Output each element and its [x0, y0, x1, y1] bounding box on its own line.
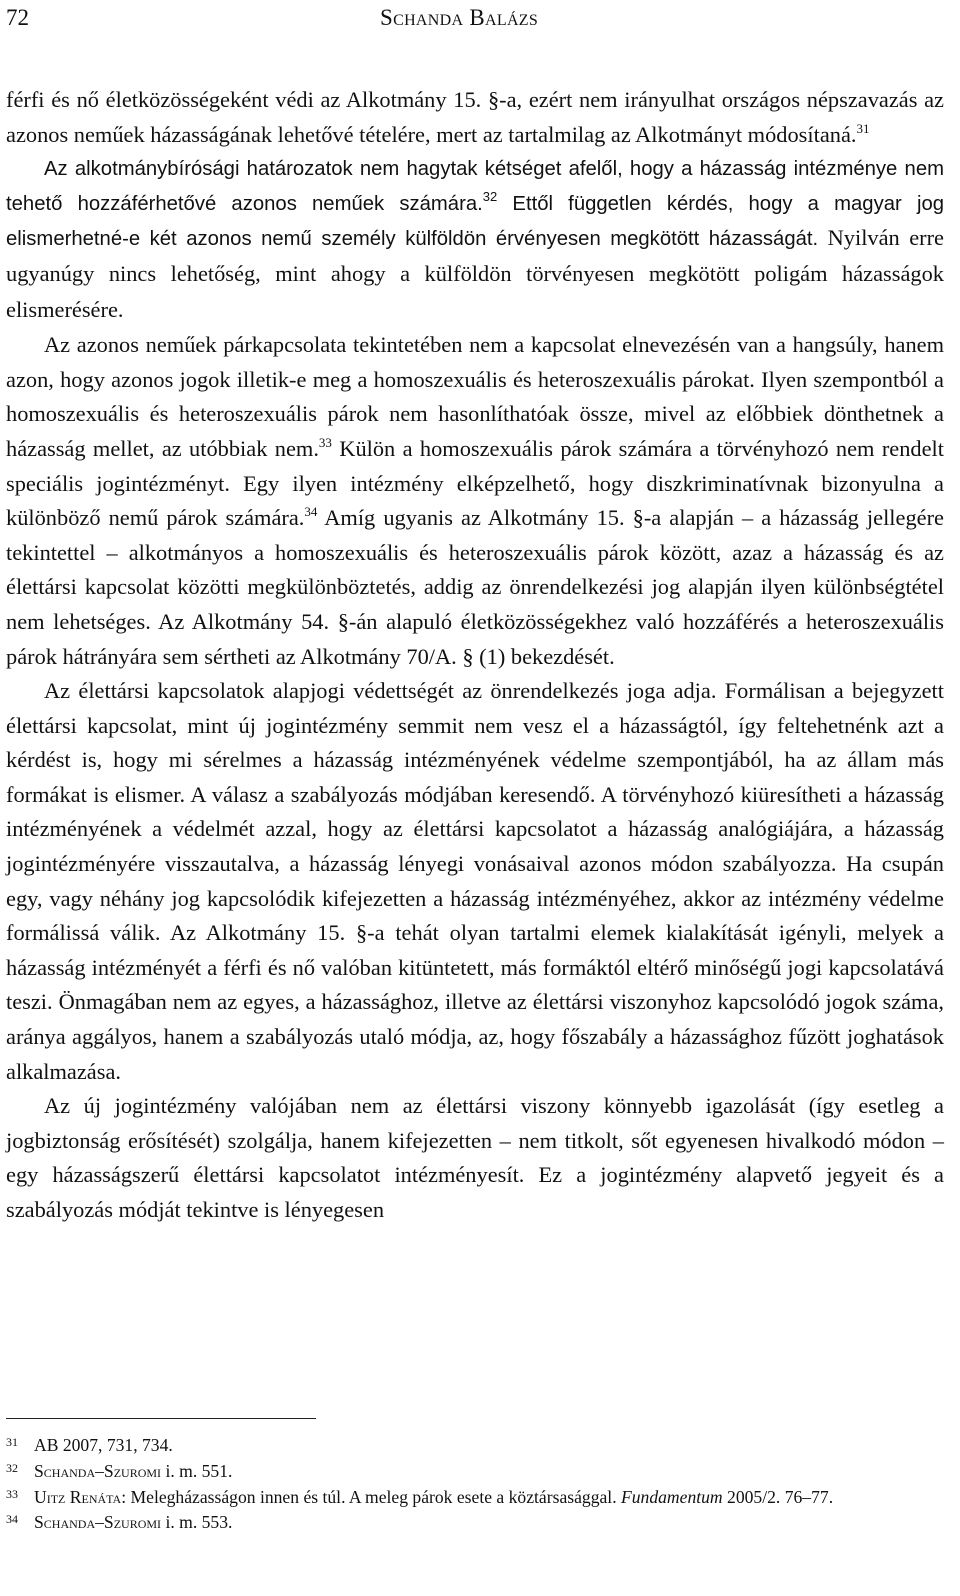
paragraph-2-text-b: Ettől független kérdés, hogy a magyar jog elismerhetné-e két azonos nemű személy külföldön érvényesen megkötött házasságát. — [6, 192, 945, 251]
paragraph-2-text-c: Nyilván erre ugyanúgy nincs lehetőség, mint ahogy a külföldön törvényesen megkötött poligám házasságok elismerésére. — [6, 225, 944, 322]
footnote-32 — [6, 1459, 944, 1485]
footnote-text: i. m. 553. — [161, 1512, 233, 1533]
footnote-34 — [6, 1510, 944, 1536]
paragraph-5 — [6, 1089, 944, 1227]
body-text — [6, 83, 944, 1228]
page-number: 72 — [6, 5, 29, 30]
footnote-ref-34[interactable]: 34 — [304, 504, 318, 520]
footnote-31 — [6, 1433, 944, 1459]
footnote-text: AB 2007, 731, 734. — [34, 1435, 173, 1455]
paragraph-3-text-a: Az azonos neműek párkapcsolata tekintetében nem a kapcsolat elnevezésén van a hangsúly, hanem azon, hogy azonos jogok illetik-e meg a homoszexuális és heteroszexuális párokat. Ilyen szempontból a homoszexuális és heteroszexuális párok nem hasonlíthatóak össze, mivel az előbbiek dönthetnek a házasság mellet, az utóbbiak nem. — [6, 332, 944, 461]
footnotes — [6, 1433, 944, 1536]
paragraph-4-text: Az élettársi kapcsolatok alapjogi védettségét az önrendelkezés joga adja. Formálisan a bejegyzett élettársi kapcsolat, mint új jogintézmény semmit nem vesz el a házasságtól, így feltehetnénk azt a kérdést is, hogy mi sérelmes a házasság intézményének védelme szempontjából, ha az állam más formákat is elismer. A válasz a szabályozás módjában keresendő. A törvényhozó kiüresítheti a házasság intézményének a védelmét azzal, hogy az élettársi kapcsolatot a házasság analógiájára, a házasság jogintézményére visszautalva, a házasság lényegi vonásaival azonos módon szabályozza. Ha csupán egy, vagy néhány jog kapcsolódik kifejezetten a házasság intézményéhez, akkor az intézmény védelme formálissá válik. Az Alkotmány 15. §-a tehát olyan tartalmi elemek kialakítását igényli, melyek a házasság intézményét a férfi és nő valóban kitüntetett, más formáktól eltérő minőségű jogi kapcsolatává teszi. Önmagában nem az egyes, a házassághoz, illetve az élettársi viszonyhoz kapcsolódó jogok száma, aránya aggályos, hanem a szabályozás utaló módja, az, hogy főszabály a házassághoz fűzött joghatások alkalmazása. — [6, 678, 944, 1084]
paragraph-3 — [6, 328, 944, 674]
running-head: Schanda Balázs — [380, 5, 539, 30]
footnote-number: 31 — [6, 1435, 18, 1449]
paragraph-2 — [6, 152, 944, 328]
footnote-ref-32[interactable]: 32 — [482, 188, 498, 204]
footnote-ref-31[interactable]: 31 — [856, 120, 870, 136]
page-header — [6, 2, 950, 34]
footnote-text-after: 2005/2. 76–77. — [722, 1486, 834, 1507]
footnote-author: Uitz Renáta — [34, 1486, 122, 1507]
footnote-ref-33[interactable]: 33 — [318, 434, 332, 450]
paragraph-5-text: Az új jogintézmény valójában nem az élettársi viszony könnyebb igazolását (így esetleg a jogbiztonság erősítését) szolgálja, hanem kifejezetten – nem titkolt, sőt egyenesen hivalkodó módon – egy házasságszerű élettársi kapcsolatot intézményesít. Ez a jogintézmény alapvető jegyeit és a szabályozás módját tekintve is lényegesen — [6, 1093, 944, 1222]
footnote-divider — [6, 1418, 316, 1419]
footnote-number: 33 — [6, 1486, 18, 1501]
paragraph-1-text: férfi és nő életközösségeként védi az Alkotmány 15. §-a, ezért nem irányulhat országos népszavazás az azonos neműek házasságának lehetővé tételére, mert az tartalmilag az Alkotmányt módosítaná. — [6, 87, 944, 147]
paragraph-2-text-a: Az alkotmánybírósági határozatok nem hagytak kétséget afelől, hogy a házasság intézménye nem tehető hozzáférhetővé azonos neműek számára. — [6, 158, 944, 215]
footnote-author: Schanda–Szuromi — [34, 1512, 162, 1533]
footnote-text: i. m. 551. — [161, 1460, 233, 1481]
footnote-33 — [6, 1485, 944, 1511]
paragraph-3-text-c: Amíg ugyanis az Alkotmány 15. §-a alapján – a házasság jellegére tekintettel – alkotmányos a homoszexuális és heteroszexuális párok között, azaz a házasság és az élettársi kapcsolat közötti megkülönböztetés, addig az önrendelkezési jog alapján ilyen különbségtétel nem lehetséges. Az Alkotmány 54. §-án alapuló életközösségekhez való hozzáférés a heteroszexuális párok hátrányára sem sértheti az Alkotmány 70/A. § (1) bekezdését. — [6, 505, 944, 669]
footnote-journal: Fundamentum — [621, 1486, 723, 1507]
footnote-number: 34 — [6, 1512, 18, 1527]
paragraph-4 — [6, 674, 944, 1089]
paragraph-3-text-b: Külön a homoszexuális párok számára a törvényhozó nem rendelt speciális jogintézményt. Egy ilyen intézmény elképzelhető, hogy diszkriminatívnak bizonyulna a különböző nemű párok számára. — [6, 435, 944, 531]
footnote-author: Schanda–Szuromi — [34, 1460, 162, 1481]
paragraph-1 — [6, 83, 944, 152]
footnote-text: : Melegházasságon innen és túl. A meleg párok esete a köztársasággal. — [121, 1486, 621, 1507]
footnote-number: 32 — [6, 1460, 18, 1475]
